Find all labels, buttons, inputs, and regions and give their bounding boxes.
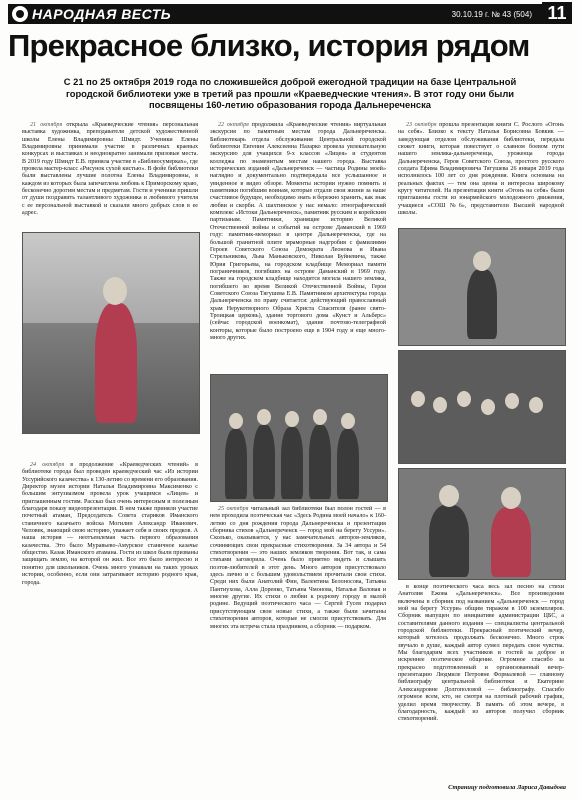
article-text: прошла презентация книги С. Рослого «Огонь на себя». Близко к тексту Наталья Борисовна Бовкик — заведующая отделом обслуживания библиотеки, передала сюжет книги, которая повествует о славном боевом пути нашего земляка-дальнереченца, уроженца города Дальнереченска, Героя Советского Союза, простого русского солдата Ефима Владимировича Тягушева 26 января 2019 года исполнилось 100 лет со дня рождения. Книга основана на реальных фактах — тем она ценна и интересна широкому кругу читателей. На презентации книги «Огонь на себя» были приглашены гости из юнармейского молодежного движения, учащиеся «СОШ №6», представители Высшей народной школы. <box>398 122 564 217</box>
article-text: продолжила «Краеведческие чтения» виртуальная экскурсия по памятным местам города Дальнереченска. Библиотекарь отдела обслуживания Центральной городской библиотеки Евгения Алексеевна Назарко провела увлекательную экскурсию для учащихся 9-х классов «Лицея» и студентов колледжа по знаменитым местам нашего города. Выставка исторических изданий «Дальнереченск — частица Родины моей» наглядно и документально подтверждала все услышанное и увиденное в видео обзоре. Моменты истории нужно помнить и памятники погибшим воинам, которые отдали свои жизни за наше счастливое будущее, необходимо знать и бережно хранить, как знак любви и скорби. А шахтинское у нас немало: этнографический комплекс «Истоки Дальнереченск», памятник русским и корейским партизанам. Памятники, хранящие историю Великой Отечественной войны и событий на острове Даманский в 1969 году: памятник-мемориал в центре Дальнереченска, где на большой гранитной плите мраморные надгробия с фамилиями Героев Советского Союза Демократа Леонова и Ивана Стрельникова, Льва Маньковского, Николая Буйневича, также Юрия Григорьева, на городском кладбище Мемориал памяти пограничников, погибших на острове Даманский в 1969 году. Также на городском кладбище находится могила нашего земляка, погибшего во время Великой Отечественной Войны, Героя Советского Союза Тягушева Е.В. Памятником архитектуры города Дальнереченска по праву считается: действующий православный храм Нерукотворного Образа Христа Спасителя (ранее свято-Троицкая церковь), здание торгового дома «Кунст и Альберс» (сейчас городской военкомат), здание почтово-телеграфной конторы, которые было построено еще в 1904 году и еще много-много других. <box>210 122 386 341</box>
article-text: в продолжение «Краеведческих чтений» в библиотеке города был проведен краеведческий час «Из истории Уссурийского казачества» к 130-летию со времени его образования. Директор музея истории Наталья Владимировна Максименко с большим энтузиазмом провела урок учащимся «Лицея» и приглашенным гостям. Рассказ был очень интересным и полезным благодаря показу видеопрезентации. В нем также приняли участие почетный атаман, Председатель Совета стариков Иманского станичного казачьего войска Могилин Александр Иванович. Человек, знающий свою историю, уважает себя и своих предков. А наша история — неотъемлемая часть первого образования казачества. Это было Муравьево-Амурское станичное казачье общество. Казак Иманского атамана. Гости из школ были призваны защищать землю, на которой он жил. Все это было интересно и понятно для школьников. Очень много узнавали на таких уроках истории, особенно, если они затрагивают историю родного края, города. <box>22 462 198 586</box>
article-col1-top <box>22 122 198 228</box>
article-date: 25 октября <box>218 506 249 512</box>
photo-artist-exhibition <box>22 232 200 434</box>
article-col3-bottom <box>398 584 564 780</box>
photo-excursion-group <box>210 374 388 502</box>
article-col3-top <box>398 122 564 224</box>
article-col2-top <box>210 122 386 367</box>
article-date: 22 октября <box>218 122 249 128</box>
photo-book-presentation <box>398 228 566 346</box>
newspaper-logo-icon <box>12 6 28 22</box>
page-number: 11 <box>542 2 572 24</box>
masthead <box>8 4 572 24</box>
article-col2-bottom <box>210 506 386 780</box>
newspaper-title: НАРОДНАЯ ВЕСТЬ <box>32 6 172 22</box>
article-text: читальный зал библиотеки был полон гостей — в нем проходила поэтическая час «Здесь Родина моей начало» к 160-летию со дня рождения города Дальнереченска и презентация сборника стихов «Дальнереченск — город мой на берегу Уссури». Сколько, оказывается, у нас замечательных авторов-земляков, сочиняющих свои прекрасные стихотворения. За 34 автора и 54 стихотворения — это наших земляков творения. Вот так, и сама стихами заговорила. Очень было приятно видеть и слышать поэтов-любителей в этот день. Много авторов присутствовало здесь лично и с большим удовольствием прочитали свои стихи. Среди них были Анатолий Фин, Валентина Белоносова, Татьяна Пантиухова, Алла Доренко, Татьяна Чмонова, Наталья Валовая и многие другие. Их стихи о любви к родному городу и малой родине. Ведущий поэтического часа — Сергей Гусев подарил присутствующим свои новые стихи, а также были зачитаны стихотворения авторов, которые не смогли присутствовать. Для многих эта встреча стала праздником, а сборник — подарком. <box>210 506 386 630</box>
photo-audience <box>398 350 566 464</box>
page-headline: Прекрасное близко, история рядом <box>8 28 530 63</box>
photo-person-head <box>103 277 127 305</box>
photo-poets <box>398 468 566 580</box>
article-date: 21 октября <box>30 122 63 128</box>
article-text: в конце поэтического часа весь зал песню на стихи Анатолия Ежова «Дальнереченск». Все произведения включены в сборник под названием «Дальнереченск — город мой на берегу Уссури» общим тиражом в 100 экземпляров. Сборник выпущен по инициативе администрации ЦБС, а составителями данного издания — специалисты центральной городской библиотеки. Прекрасный поэтический вечер, который хотелось продолжать бесконечно. Много строк звучало в душе, каждый автор сумел передать свои чувства. Мы благодарим всех участников и гостей за доброе и искреннее поэтическое общение. Огромное спасибо за прекрасно подготовленный и организованный вечер-презентацию Людмиле Петровне Формалевой — главному библиографу центральной библиотеки и Екатерине Александровне Долгополовой — библиографу. Спасибо огромное всем, кто, не смотря на плотный рабочий график, уделил время творчеству. В память об этом вечере, в благодарность, каждый из авторов получил сборник стихотворений. <box>398 584 564 723</box>
lead-paragraph: С 21 по 25 октября 2019 года по сложившейся доброй ежегодной традиции на базе Центральной городской библиотеки уже в третий раз прошли «Краеведческие чтения». В этот году они были посвящены 160-летию образования города Дальнереченска <box>63 76 517 111</box>
article-date: 23 октября <box>406 122 437 128</box>
page-byline: Страницу подготовила Лариса Давыдова <box>448 784 566 791</box>
article-date: 24 октября <box>30 462 65 468</box>
article-col1-bottom <box>22 462 198 780</box>
article-text: открыла «Краеведческие чтения» персональная выставка художника, преподавателя детской художественной школы Елены Владимировны Шмидт. Ученики Елены Владимировны принимали участие в различных краевых конкурсах и выставках и неоднократно занимали призовые места. В 2019 году Шмидт Е.В. приняла участие в «Библиосумерках», где провела мастер-класс «Рисунок сухой кистью». В фойе библиотеки были выставлены лучшие полотна Елены Владимировны, в каждом из которых была запечатлена любовь к Приморскому краю, бесконечно дорогим местам и предметам. Гости и ученики пришли от души поздравить талантливого художника и любимого учителя с ее персональной выставкой и сказали много добрых слов в ее адрес. <box>22 122 198 217</box>
issue-date: 30.10.19 г. № 43 (504) <box>451 9 532 19</box>
photo-person <box>95 303 137 423</box>
